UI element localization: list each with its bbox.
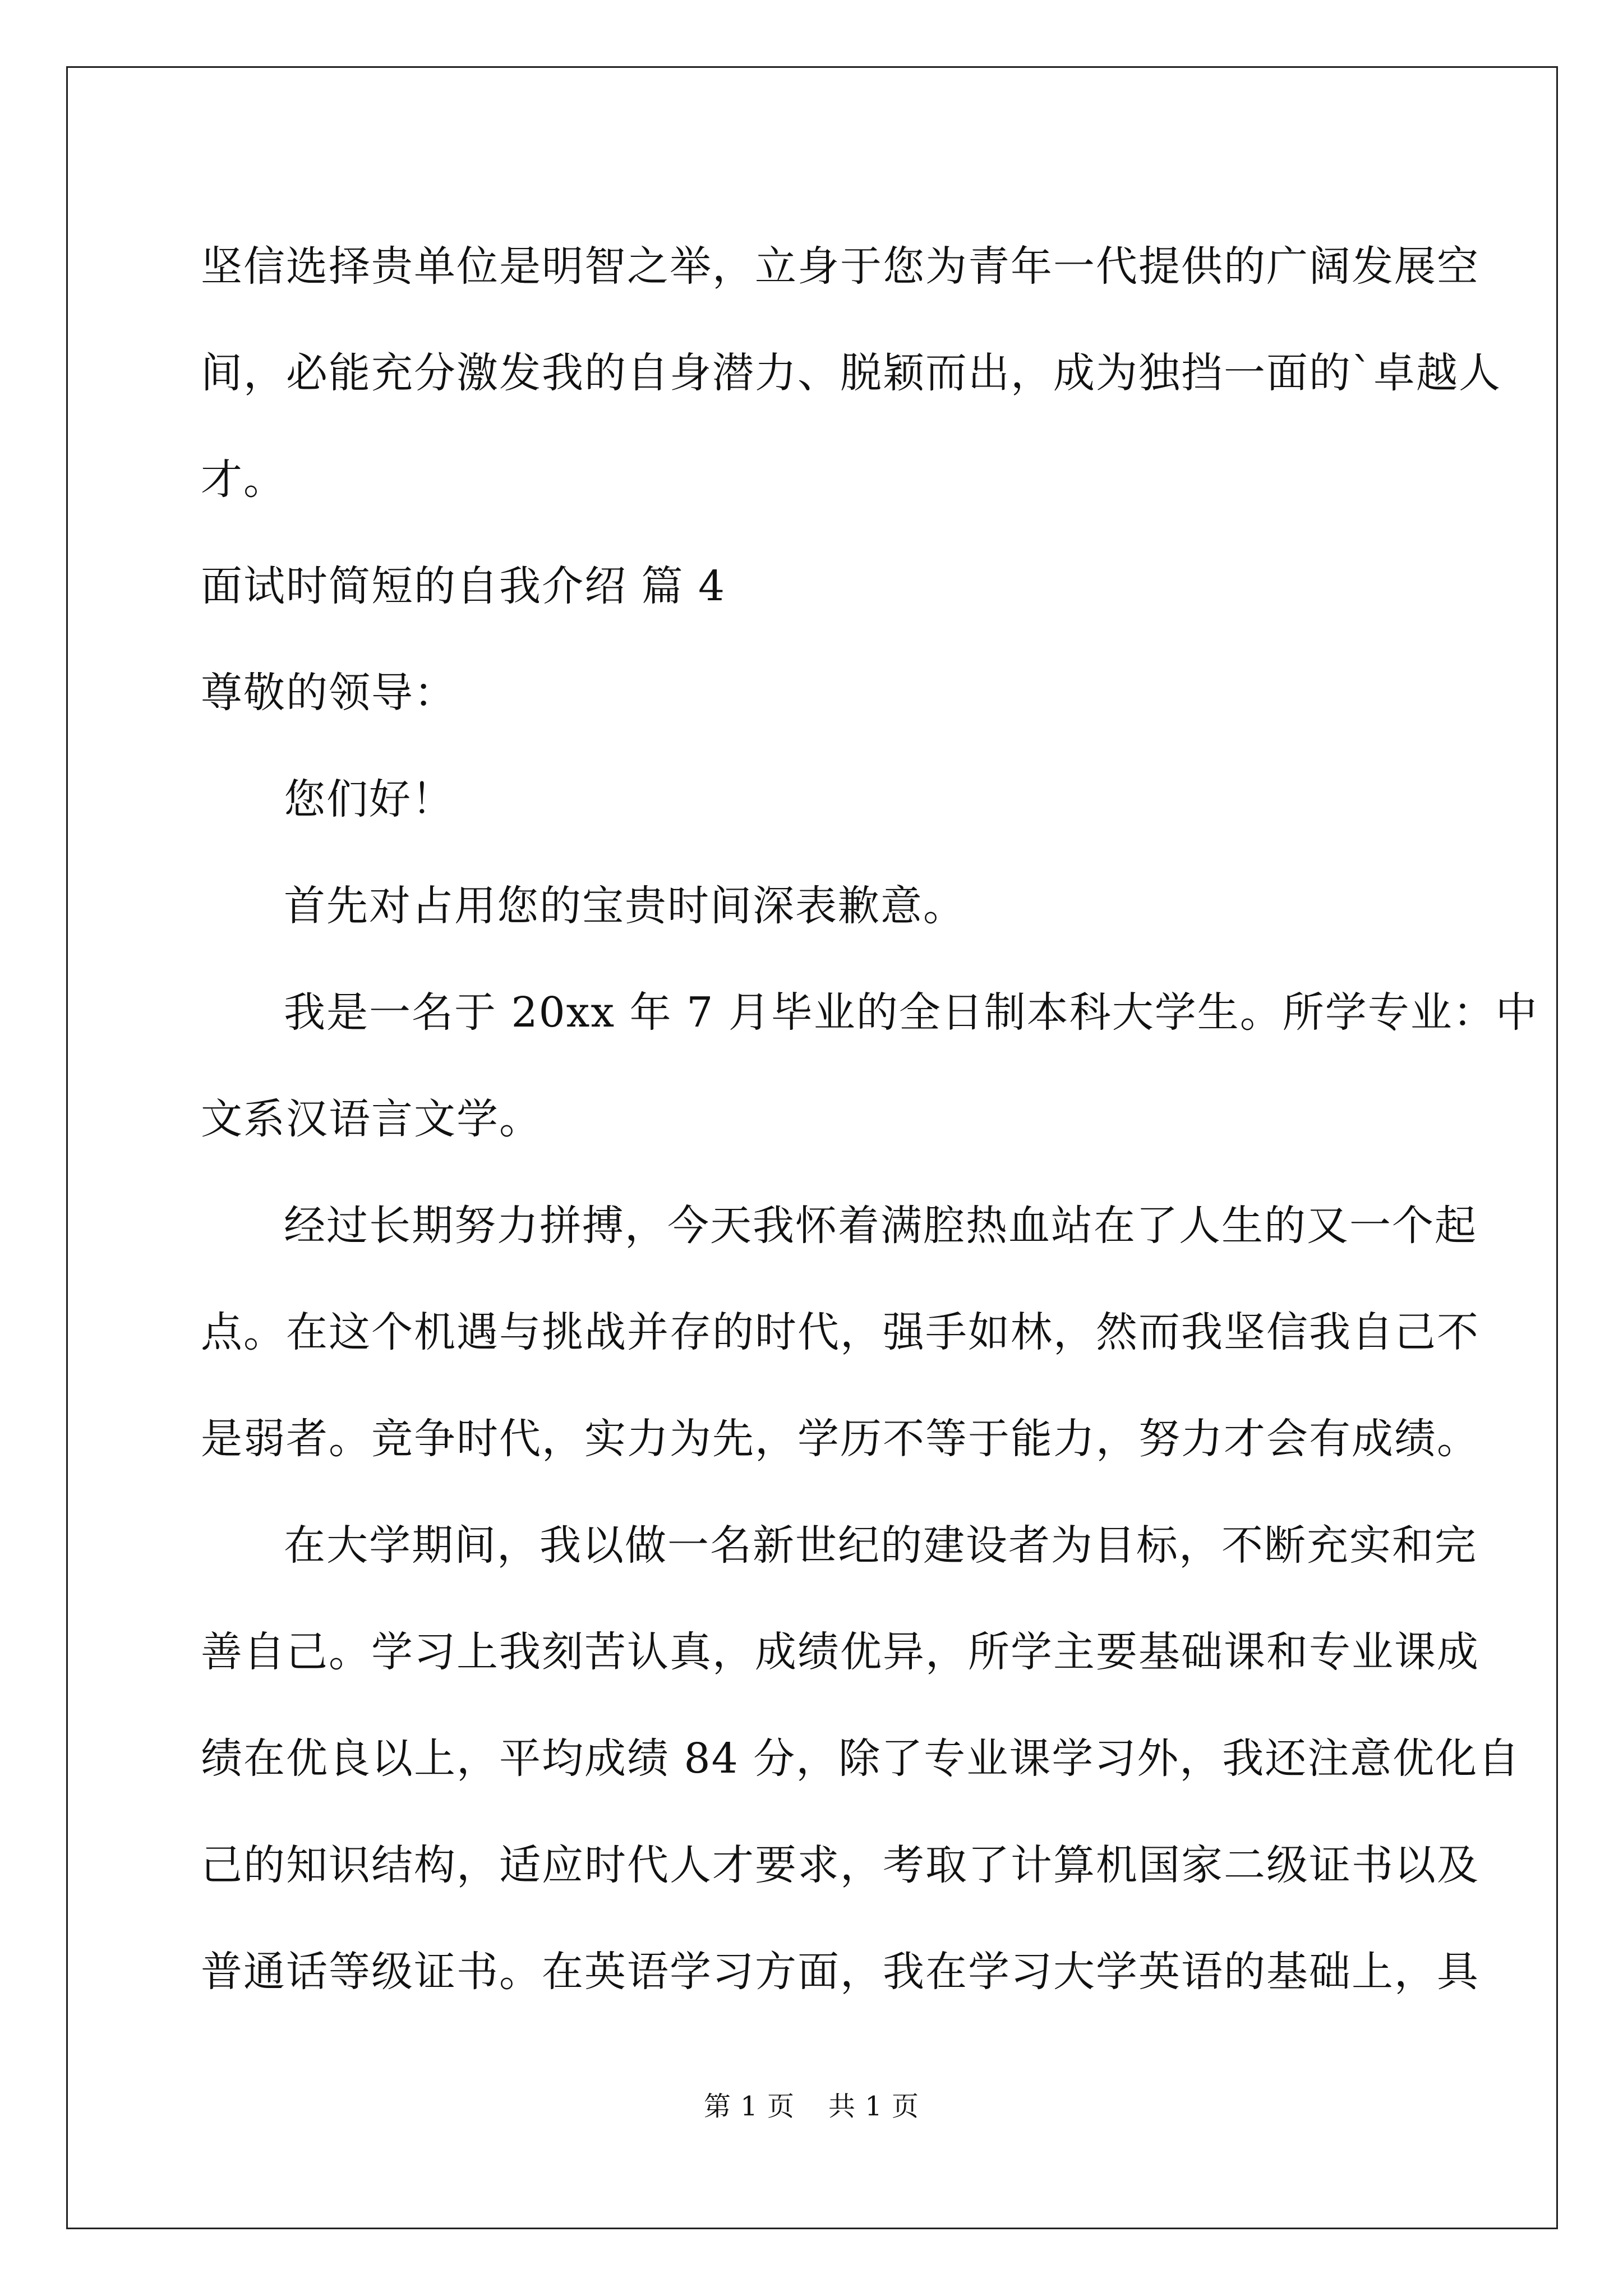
text-line: 间，必能充分激发我的自身潜力、脱颖而出，成为独挡一面的`卓越人 bbox=[201, 349, 1501, 397]
paragraph-line: 己的知识结构，适应时代人才要求，考取了计算机国家二级证书以及 bbox=[201, 1841, 1479, 1889]
paragraph-line: 是弱者。竞争时代，实力为先，学历不等于能力，努力才会有成绩。 bbox=[201, 1415, 1479, 1463]
paragraph-line: 善自己。学习上我刻苦认真，成绩优异，所学主要基础课和专业课成 bbox=[201, 1628, 1479, 1676]
salutation: 尊敬的领导： bbox=[201, 669, 457, 717]
paragraph-line: 绩在优良以上，平均成绩 84 分，除了专业课学习外，我还注意优化自 bbox=[201, 1734, 1521, 1783]
page-number-current: 第 1 页 bbox=[703, 2091, 795, 2122]
greeting: 您们好！ bbox=[284, 775, 454, 823]
paragraph-line: 普通话等级证书。在英语学习方面，我在学习大学英语的基础上，具 bbox=[201, 1948, 1479, 1996]
section-heading: 面试时简短的自我介绍 篇 4 bbox=[201, 562, 726, 610]
paragraph-line: 文系汉语言文学。 bbox=[201, 1095, 542, 1143]
paragraph-line: 我是一名于 20xx 年 7 月毕业的全日制本科大学生。所学专业：中 bbox=[284, 988, 1538, 1037]
paragraph-line: 首先对占用您的宝贵时间深表歉意。 bbox=[284, 882, 966, 930]
page-footer bbox=[0, 2090, 1623, 2123]
paragraph-line: 经过长期努力拼搏，今天我怀着满腔热血站在了人生的又一个起 bbox=[284, 1202, 1477, 1250]
paragraph-line: 在大学期间，我以做一名新世纪的建设者为目标，不断充实和完 bbox=[284, 1521, 1477, 1570]
paragraph-line: 点。在这个机遇与挑战并存的时代，强手如林，然而我坚信我自己不 bbox=[201, 1308, 1479, 1356]
document-body bbox=[201, 213, 1538, 2025]
text-line: 才。 bbox=[201, 455, 286, 504]
text-line: 坚信选择贵单位是明智之举，立身于您为青年一代提供的广阔发展空 bbox=[201, 242, 1479, 291]
page-number-total: 共 1 页 bbox=[828, 2091, 920, 2122]
